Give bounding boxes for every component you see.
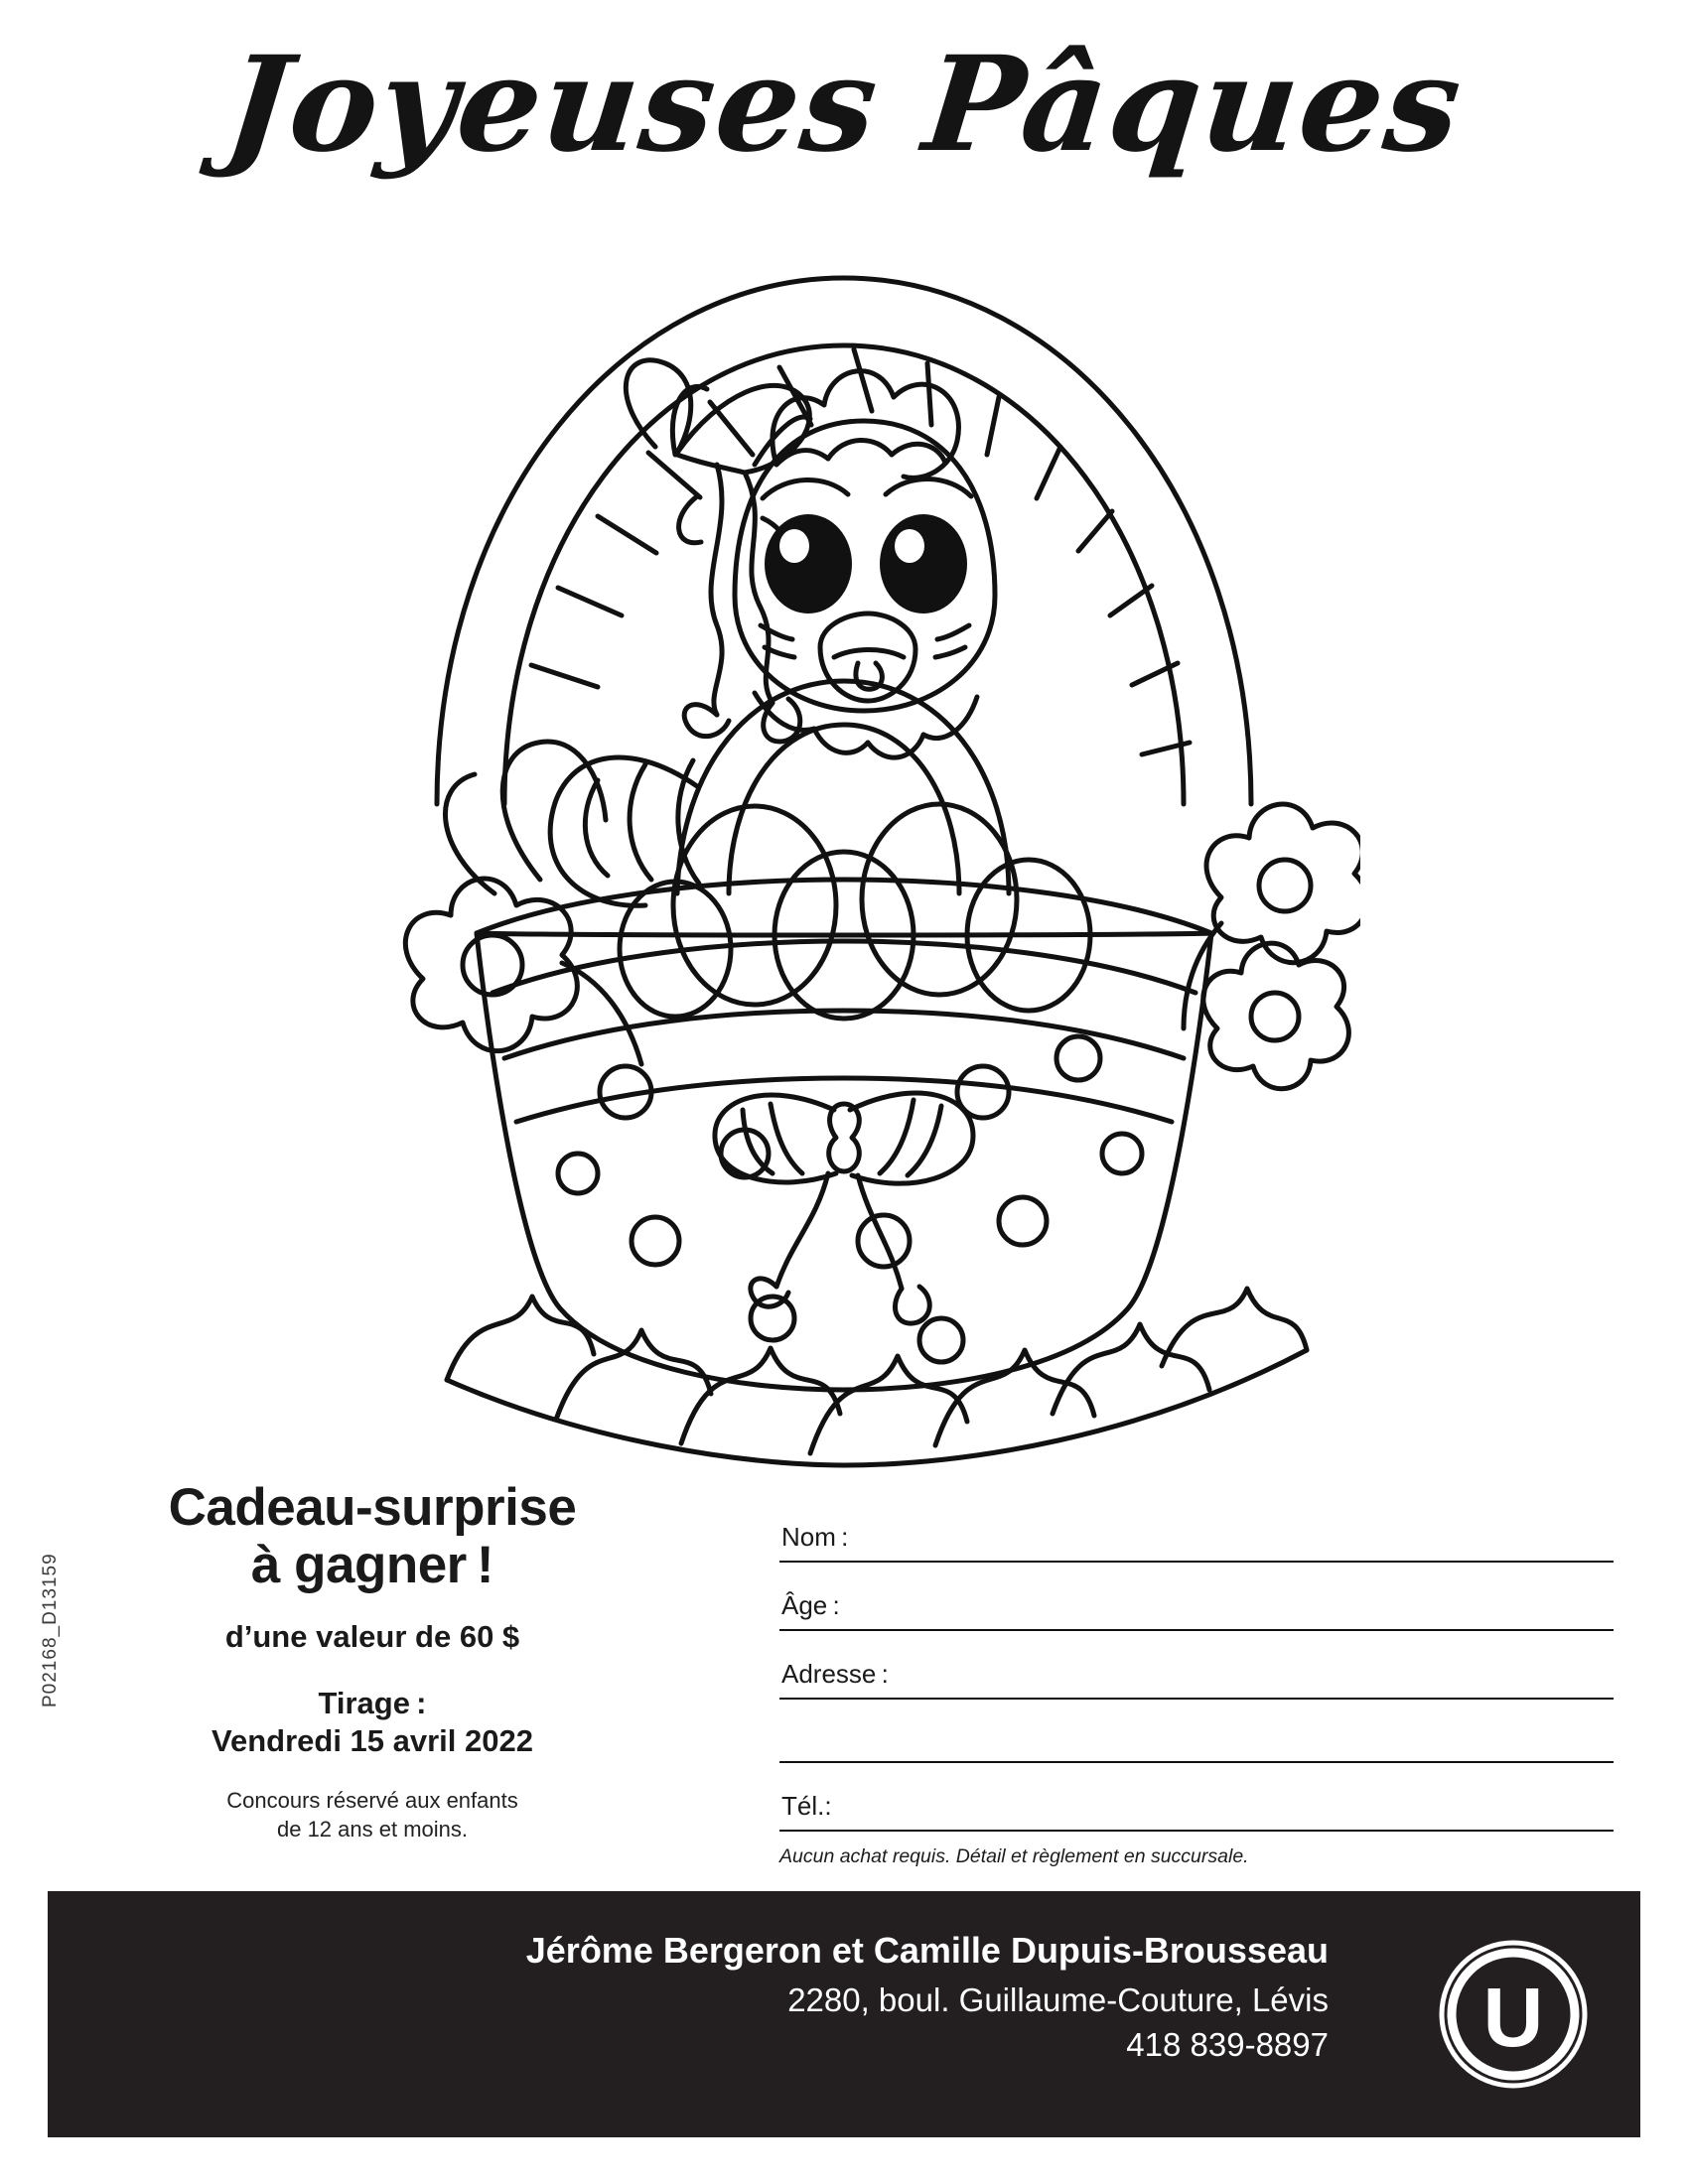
promo-headline	[109, 1479, 635, 1595]
easter-basket-chick-coloring-illustration	[328, 199, 1360, 1489]
footer-text	[48, 1929, 1358, 2064]
form-field-nom[interactable]	[779, 1494, 1614, 1563]
form-field-adresse-line2[interactable]	[779, 1700, 1614, 1763]
form-field-tel[interactable]	[779, 1763, 1614, 1832]
form-note: Aucun achat requis. Détail et règlement en succursale.	[779, 1845, 1249, 1867]
footer-banner	[48, 1891, 1640, 2137]
footer-owners: Jérôme Bergeron et Camille Dupuis-Brousseau	[525, 1930, 1329, 1971]
reference-code: P02168_D13159	[40, 1553, 61, 1707]
form-label-nom: Nom :	[781, 1522, 849, 1552]
promo-headline-line2: à gagner !	[250, 1536, 494, 1595]
promo-eligibility	[109, 1787, 635, 1843]
entry-form[interactable]	[779, 1494, 1614, 1868]
promo-draw	[109, 1685, 635, 1762]
promo-value: d’une valeur de 60 $	[224, 1618, 520, 1654]
promo-draw-label: Tirage :	[318, 1685, 427, 1720]
promo-eligibility-line2: de 12 ans et moins.	[276, 1816, 468, 1842]
promo-draw-date: Vendredi 15 avril 2022	[211, 1723, 533, 1759]
form-label-adresse: Adresse :	[781, 1659, 889, 1689]
metro-u-logo-icon	[1438, 1939, 1589, 2090]
promo-headline-line1: Cadeau-surprise	[168, 1478, 577, 1537]
svg-text:U: U	[1482, 1971, 1544, 2064]
page-title: Joyeuses Pâques	[218, 28, 1470, 182]
form-field-age[interactable]	[779, 1563, 1614, 1631]
footer-phone: 418 839-8897	[1126, 2026, 1329, 2064]
form-label-tel: Tél.:	[781, 1791, 832, 1821]
promo-block	[109, 1479, 635, 1843]
form-label-age: Âge :	[781, 1590, 840, 1620]
promo-eligibility-line1: Concours réservé aux enfants	[226, 1788, 518, 1814]
form-field-adresse[interactable]	[779, 1631, 1614, 1700]
footer-address: 2280, boul. Guillaume-Couture, Lévis	[787, 1981, 1329, 2019]
